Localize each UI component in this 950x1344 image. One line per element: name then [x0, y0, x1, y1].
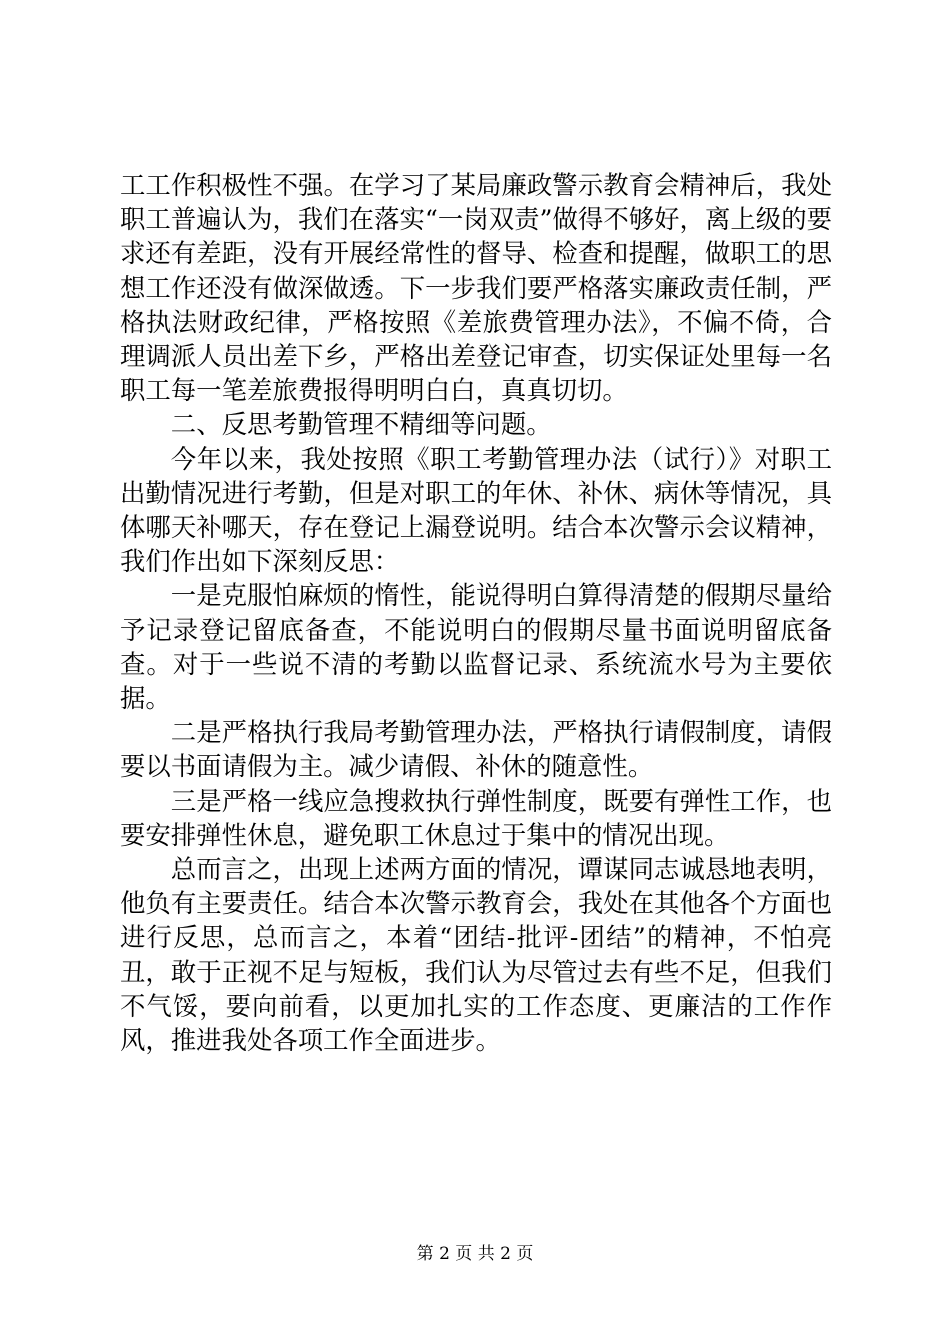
- paragraph: 二是严格执行我局考勤管理办法，严格执行请假制度，请假要以书面请假为主。减少请假、补休的随意性。: [120, 717, 832, 782]
- paragraph: 三是严格一线应急搜救执行弹性制度，既要有弹性工作，也要安排弹性休息，避免职工休息过于集中的情况出现。: [120, 785, 832, 850]
- paragraph-continuation: 工工作积极性不强。在学习了某局廉政警示教育会精神后，我处职工普遍认为，我们在落实“一岗双责”做得不够好，离上级的要求还有差距，没有开展经常性的督导、检查和提醒，做职工的思想工作还没有做深做透。下一步我们要严格落实廉政责任制，严格执法财政纪律，严格按照《差旅费管理办法》，不偏不倚，合理调派人员出差下乡，严格出差登记审查，切实保证处里每一名职工每一笔差旅费报得明明白白，真真切切。: [120, 170, 832, 406]
- document-body: [120, 168, 832, 1057]
- page-footer: 第 2 页 共 2 页: [416, 1244, 534, 1264]
- section-heading: 二、反思考勤管理不精细等问题。: [170, 409, 552, 440]
- paragraph: 总而言之，出现上述两方面的情况，谭谋同志诚恳地表明，他负有主要责任。结合本次警示教育会，我处在其他各个方面也进行反思，总而言之，本着“团结-批评-团结”的精神，不怕亮丑，敢于正视不足与短板，我们认为尽管过去有些不足，但我们不气馁，要向前看，以更加扎实的工作态度、更廉洁的工作作风，推进我处各项工作全面进步。: [120, 854, 832, 1056]
- paragraph: 今年以来，我处按照《职工考勤管理办法（试行）》对职工出勤情况进行考勤，但是对职工的年休、补休、病休等情况，具体哪天补哪天，存在登记上漏登说明。结合本次警示会议精神，我们作出如下深刻反思：: [120, 443, 832, 577]
- paragraph: 一是克服怕麻烦的惰性，能说得明白算得清楚的假期尽量给予记录登记留底备查，不能说明白的假期尽量书面说明留底备查。对于一些说不清的考勤以监督记录、系统流水号为主要依据。: [120, 580, 832, 714]
